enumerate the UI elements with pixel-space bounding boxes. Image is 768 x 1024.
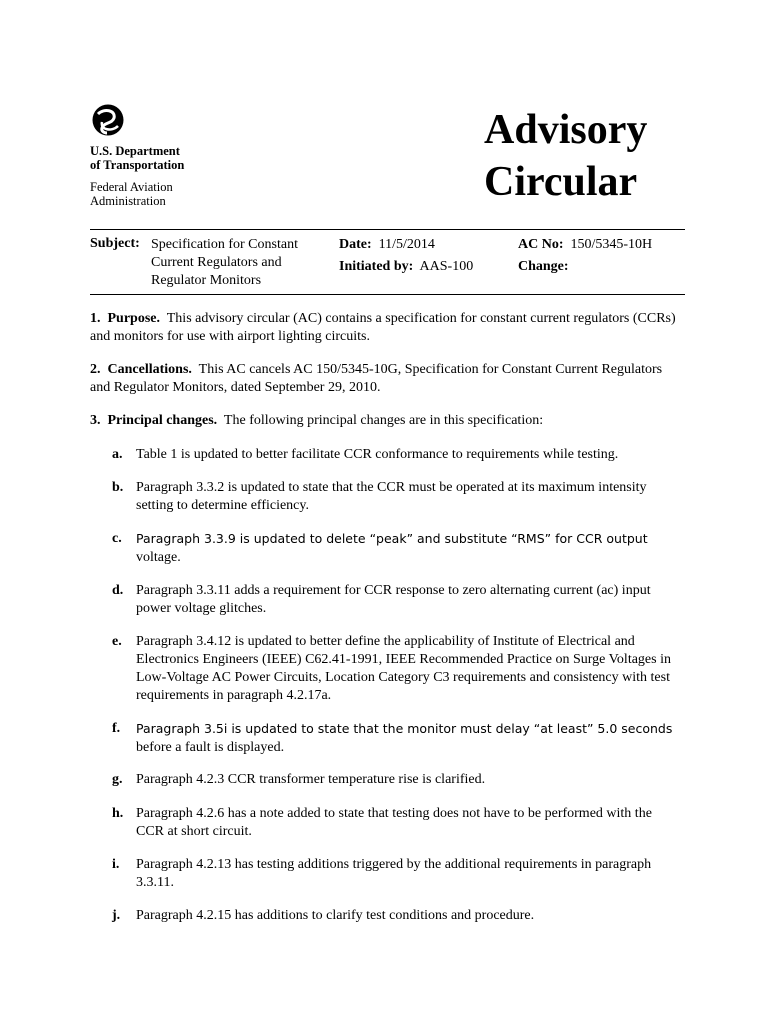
document-title <box>484 104 647 208</box>
item-letter: d. <box>112 583 124 598</box>
item-letter: g. <box>112 772 123 787</box>
dot-logo-icon <box>92 104 124 136</box>
item-text: Paragraph 4.2.13 has testing additions triggered by the additional requirements in paragraph 3.3.11. <box>136 857 652 890</box>
item-text: Paragraph 4.2.6 has a note added to state that testing does not have to be performed with the CCR at short circuit. <box>136 806 652 839</box>
list-item <box>112 771 682 789</box>
purpose-paragraph <box>90 310 680 346</box>
item-text: Paragraph 3.3.2 is updated to state that the CCR must be operated at its maximum intensity setting to determine efficiency. <box>136 480 647 513</box>
item-text-rest: before a fault is displayed. <box>136 740 285 755</box>
cancellations-paragraph <box>90 361 680 397</box>
item-letter: h. <box>112 806 124 821</box>
item-text: Paragraph 4.2.3 CCR transformer temperature rise is clarified. <box>136 772 486 787</box>
cancellations-heading: Cancellations. <box>107 362 192 377</box>
faa-line-2: Administration <box>90 194 166 208</box>
subject-line-3: Regulator Monitors <box>151 273 262 288</box>
item-letter: e. <box>112 634 122 649</box>
item-letter: c. <box>112 531 122 546</box>
list-item <box>112 582 682 618</box>
cancellations-text: This AC cancels AC 150/5345-10G, Specification for Constant Current Regulators and Regulator Monitors, dated September 29, 2010. <box>90 362 663 395</box>
item-text-sans: Paragraph 3.5i is updated to state that the monitor must delay “at least” 5.0 seconds <box>136 721 673 736</box>
agency-line-1: U.S. Department <box>90 144 180 158</box>
date-initiated-block <box>339 236 473 276</box>
item-letter: j. <box>112 908 121 923</box>
list-item <box>112 446 682 464</box>
subject-line-2: Current Regulators and <box>151 255 282 270</box>
title-line-1: Advisory <box>484 107 648 153</box>
list-item <box>112 805 682 841</box>
cancellations-number: 2. <box>90 362 101 377</box>
title-line-2: Circular <box>484 159 638 205</box>
list-item <box>112 907 682 925</box>
item-text: Paragraph 4.2.15 has additions to clarify test conditions and procedure. <box>136 908 535 923</box>
ac-no-row <box>518 236 652 254</box>
item-letter: a. <box>112 447 123 462</box>
principal-changes-paragraph <box>90 412 680 430</box>
subject-line-1: Specification for Constant <box>151 237 298 252</box>
date-value: 11/5/2014 <box>378 237 435 252</box>
list-item <box>112 633 682 705</box>
list-item <box>112 479 682 515</box>
date-label: Date: <box>339 237 372 252</box>
item-letter: i. <box>112 857 120 872</box>
change-label: Change: <box>518 259 569 274</box>
agency-block <box>90 144 184 208</box>
item-letter: b. <box>112 480 124 495</box>
item-text: Paragraph 3.4.12 is updated to better define the applicability of Institute of Electrical and Electronics Engineers (IEEE) C62.41-1991, IEEE Recommended Practice on Surge Voltages in Low-Voltage AC Power Circuits, Location Category C3 requirements and consistency with test requirements in paragraph 4.2.17a. <box>136 634 671 703</box>
principal-changes-number: 3. <box>90 413 101 428</box>
initiated-row <box>339 258 473 276</box>
item-text: Paragraph 3.3.11 adds a requirement for CCR response to zero alternating current (ac) input power voltage glitches. <box>136 583 651 616</box>
initiated-label: Initiated by: <box>339 259 414 274</box>
list-item <box>112 720 682 757</box>
change-row <box>518 258 652 276</box>
top-rule <box>90 229 685 230</box>
bottom-rule <box>90 294 685 295</box>
subject-value <box>151 236 331 290</box>
item-letter: f. <box>112 721 121 736</box>
list-item <box>112 530 682 567</box>
purpose-number: 1. <box>90 311 101 326</box>
item-text-rest: voltage. <box>136 550 181 565</box>
ac-number-block <box>518 236 652 276</box>
subject-label: Subject: <box>90 236 140 251</box>
ac-no-label: AC No: <box>518 237 564 252</box>
list-item <box>112 856 682 892</box>
initiated-value: AAS-100 <box>419 259 474 274</box>
purpose-text: This advisory circular (AC) contains a specification for constant current regulators (CCRs) and monitors for use with airport lighting circuits. <box>90 311 676 344</box>
principal-changes-text: The following principal changes are in this specification: <box>223 413 544 428</box>
principal-changes-heading: Principal changes. <box>107 413 218 428</box>
item-text: Table 1 is updated to better facilitate CCR conformance to requirements while testing. <box>136 447 619 462</box>
item-text-sans: Paragraph 3.3.9 is updated to delete “peak” and substitute “RMS” for CCR output <box>136 531 648 546</box>
agency-line-2: of Transportation <box>90 158 185 172</box>
item-text <box>136 530 682 567</box>
date-row <box>339 236 473 254</box>
item-text <box>136 720 682 757</box>
purpose-heading: Purpose. <box>107 311 160 326</box>
faa-line-1: Federal Aviation <box>90 180 173 194</box>
ac-no-value: 150/5345-10H <box>570 237 653 252</box>
